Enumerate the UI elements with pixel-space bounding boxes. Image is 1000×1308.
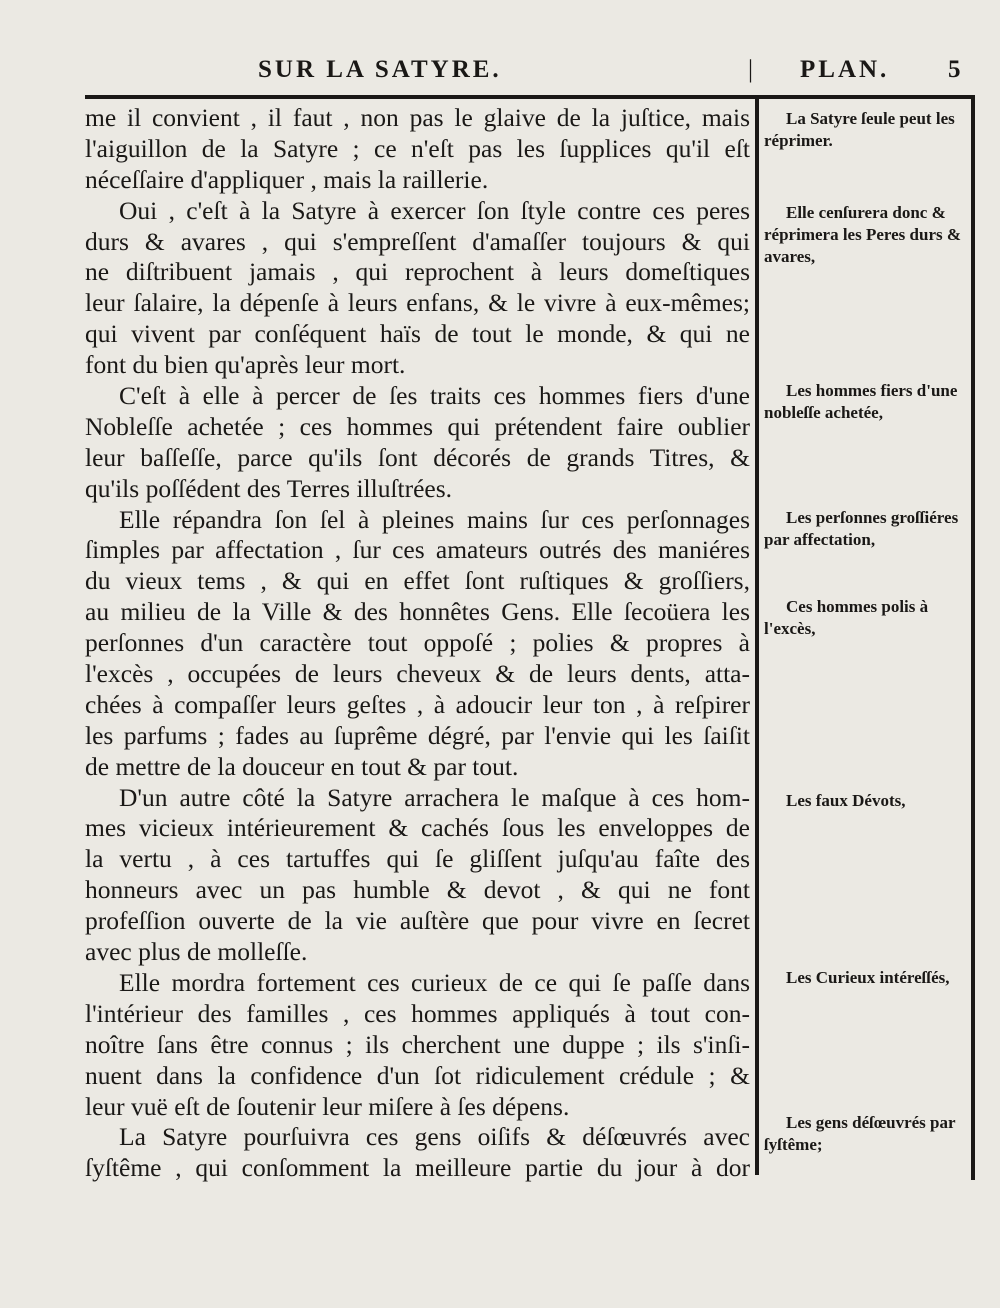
text-line: Elle répandra ſon ſel à pleines mains ſur ces perſonnages [119,504,750,534]
text-line: leur ſalaire, la dépenſe à leurs enfans, & le vivre à eux-mêmes; [85,288,750,318]
margin-note [764,1112,966,1156]
margin-note-line: par affectation, [764,530,876,549]
section-title: PLAN. [800,56,890,83]
margin-note-line: réprimer. [764,131,833,150]
text-line: ſimples par affectation , ſur ces amateurs outrés des maniéres [85,535,750,565]
text-line: font du bien qu'après leur mort. [85,350,406,380]
margin-note [764,967,966,989]
margin-note [764,108,966,152]
margin-note-line: Les faux Dévots, [786,791,906,810]
text-line: Oui , c'eſt à la Satyre à exercer ſon ſtyle contre ces peres [119,195,750,225]
text-line: néceſſaire d'appliquer , mais la raillerie. [85,164,489,194]
page-number: 5 [948,56,964,83]
text-line: chées à compaſſer leurs geſtes , à adoucir leur ton , à reſpirer [85,689,750,719]
text-line: Elle mordra fortement ces curieux de ce qui ſe paſſe dans [119,967,750,997]
text-line: profeſſion ouverte de la vie auſtère que pour vivre en ſecret [85,906,750,936]
margin-note-line: Ces hommes polis à [786,597,929,616]
text-line: nuent dans la confidence d'un ſot ridiculement crédule ; & [85,1060,750,1090]
text-line: qui vivent par conſéquent haïs de tout le monde, & qui ne [85,319,750,349]
margin-note-line: ſyſtême; [764,1135,823,1154]
text-line: du vieux tems , & qui en effet ſont ruſtiques & groſſiers, [85,566,750,596]
text-line: leur baſſeſſe, parce qu'ils ſont décorés de grands Titres, & [85,442,750,472]
text-line: me il convient , il faut , non pas le glaive de la juſtice, mais [85,103,750,132]
text-line: Nobleſſe achetée ; ces hommes qui prétendent faire oublier [85,411,750,441]
margin-note [764,380,966,424]
text-line: de mettre de la douceur en tout & par tout. [85,751,519,781]
text-line: honneurs avec un pas humble & devot , & qui ne font [85,875,750,905]
running-title: SUR LA SATYRE. [258,56,502,83]
margin-note-line: La Satyre ſeule peut les [786,109,955,128]
text-line: les parfums ; fades au ſuprême dégré, par l'envie qui les ſaiſit [85,720,750,750]
text-line: l'excès , occupées de leurs cheveux & de leurs dents, atta- [85,659,750,689]
header-rule [85,95,975,99]
text-line: noître ſans être connus ; ils cherchent une duppe ; ils s'inſi- [85,1029,750,1059]
margin-note-line: nobleſſe achetée, [764,403,883,422]
margin-note-line: réprimera les Peres durs & avares, [764,225,962,266]
margin-rule [971,95,975,1180]
margin-note [764,790,966,812]
text-line: La Satyre pourſuivra ces gens oiſifs & déſœuvrés avec [119,1122,750,1152]
text-line: D'un autre côté la Satyre arrachera le maſque à ces hom- [119,782,750,812]
margin-note-line: l'excès, [764,619,816,638]
text-line: l'aiguillon de la Satyre ; ce n'eſt pas les ſupplices qu'il eſt [85,133,750,163]
margin-note-line: Les perſonnes groſſiéres [786,508,959,527]
text-line: C'eſt à elle à percer de ſes traits ces hommes fiers d'une [119,381,750,411]
header-divider: | [748,56,757,83]
body-text [85,103,750,1184]
margin-note [764,596,966,640]
margin-note [764,202,966,268]
text-line: l'intérieur des familles , ces hommes appliqués à tout con- [85,998,750,1028]
text-line: avec plus de molleſſe. [85,937,308,967]
margin-note-line: Les hommes fiers d'une [786,381,958,400]
column-rule [755,95,759,1175]
margin-note [764,507,966,551]
text-line: leur vuë eſt de ſoutenir leur miſere à ſes dépens. [85,1091,570,1121]
text-line: la vertu , à ces tartuffes qui ſe gliſſent juſqu'au faîte des [85,844,750,874]
text-line: mes vicieux intérieurement & cachés ſous les enveloppes de [85,813,750,843]
text-line: qu'ils poſſédent des Terres illuſtrées. [85,473,453,503]
margin-note-line: Les gens déſœuvrés par [786,1113,956,1132]
margin-note-line: Elle cenſurera donc & [786,203,946,222]
text-line: ne diſtribuent jamais , qui reprochent à leurs domeſtiques [85,257,750,287]
text-line: perſonnes d'un caractère tout oppoſé ; polies & propres à [85,628,750,658]
text-line: au milieu de la Ville & des honnêtes Gens. Elle ſecoüera les [85,597,750,627]
margin-note-line: Les Curieux intéreſſés, [786,968,950,987]
text-line: durs & avares , qui s'empreſſent d'amaſſer toujours & qui [85,226,750,256]
text-line: ſyſtême , qui conſomment la meilleure partie du jour à dor [85,1153,750,1183]
